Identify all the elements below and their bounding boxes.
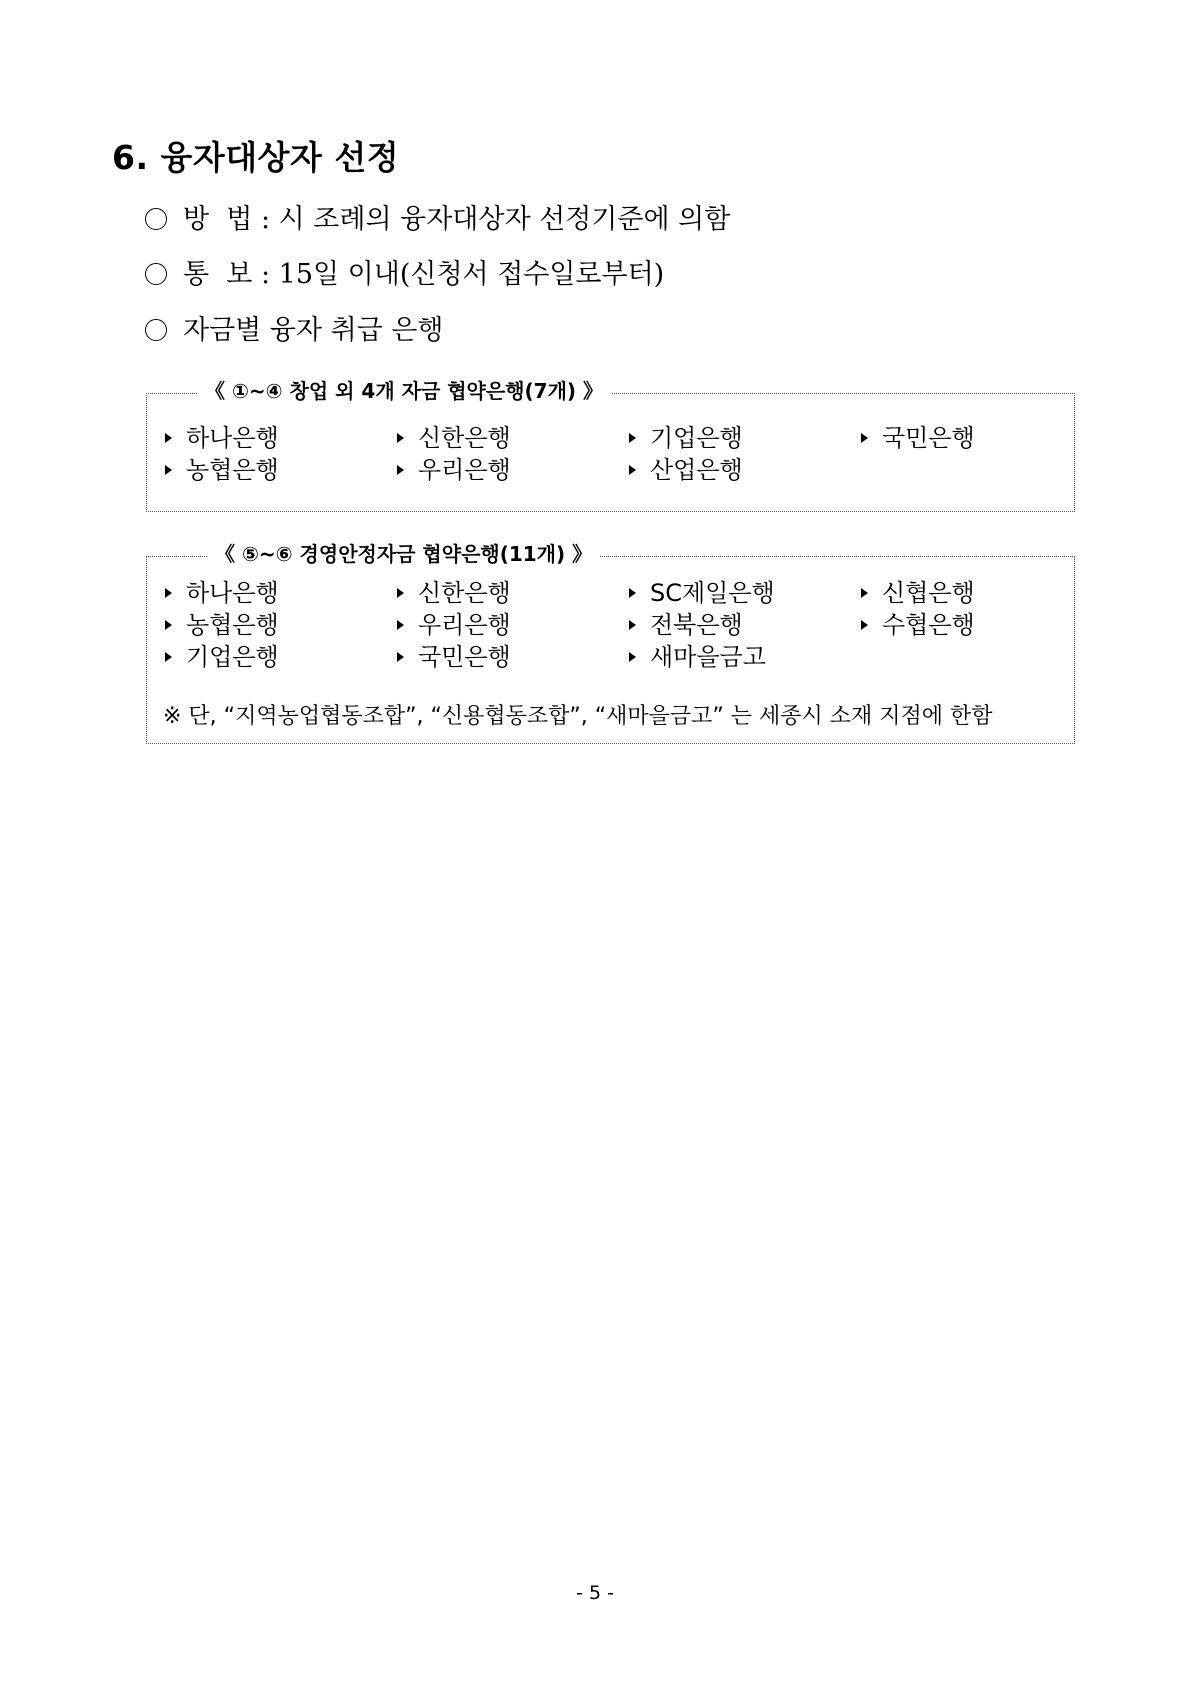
notice-separator: :	[260, 259, 271, 290]
triangle-bullet-icon	[397, 588, 404, 598]
triangle-bullet-icon	[861, 433, 868, 443]
list-item: 농협은행	[165, 456, 397, 484]
stability-banks-box	[146, 542, 1075, 744]
list-item: 하나은행	[165, 424, 397, 452]
list-item: 우리은행	[397, 611, 629, 639]
triangle-bullet-icon	[861, 620, 868, 630]
list-item: 전북은행	[629, 611, 861, 639]
notice-text: 15일 이내(신청서 접수일로부터)	[278, 259, 665, 290]
list-item: 국민은행	[861, 424, 1061, 452]
stability-banks-list	[165, 579, 1065, 671]
banks-heading-text: 자금별 융자 취급 은행	[183, 315, 444, 346]
list-item: SC제일은행	[629, 579, 861, 607]
triangle-bullet-icon	[629, 465, 636, 475]
triangle-bullet-icon	[397, 652, 404, 662]
branch-note: ※ 단, “지역농업협동조합”, “신용협동조합”, “새마을금고” 는 세종시 소재 지점에 한함	[163, 704, 993, 729]
triangle-bullet-icon	[629, 433, 636, 443]
list-item: 신협은행	[861, 579, 1061, 607]
triangle-bullet-icon	[397, 433, 404, 443]
triangle-bullet-icon	[629, 620, 636, 630]
triangle-bullet-icon	[397, 620, 404, 630]
list-item: 새마을금고	[629, 643, 861, 671]
method-line	[145, 197, 730, 236]
circle-bullet-icon	[145, 208, 167, 230]
list-item: 산업은행	[629, 456, 861, 484]
list-item: 기업은행	[165, 643, 397, 671]
triangle-bullet-icon	[165, 433, 172, 443]
method-text: 시 조례의 융자대상자 선정기준에 의함	[278, 204, 731, 235]
section-title: 6. 융자대상자 선정	[112, 138, 400, 177]
triangle-bullet-icon	[397, 465, 404, 475]
notice-label: 통 보	[183, 259, 253, 290]
method-label: 방 법	[183, 204, 253, 235]
startup-banks-box	[146, 379, 1075, 512]
startup-banks-list	[165, 424, 1065, 484]
triangle-bullet-icon	[165, 652, 172, 662]
list-item: 우리은행	[397, 456, 629, 484]
triangle-bullet-icon	[629, 588, 636, 598]
triangle-bullet-icon	[861, 588, 868, 598]
triangle-bullet-icon	[165, 620, 172, 630]
list-item: 국민은행	[397, 643, 629, 671]
stability-banks-title: 《 ⑤~⑥ 경영안정자금 협약은행(11개) 》	[207, 538, 600, 567]
list-item: 기업은행	[629, 424, 861, 452]
triangle-bullet-icon	[165, 588, 172, 598]
notice-line	[145, 252, 664, 291]
circle-bullet-icon	[145, 319, 167, 341]
banks-heading-line	[145, 308, 444, 347]
triangle-bullet-icon	[629, 652, 636, 662]
page-number: - 5 -	[576, 1582, 614, 1604]
list-item: 하나은행	[165, 579, 397, 607]
circle-bullet-icon	[145, 263, 167, 285]
method-separator: :	[260, 204, 271, 235]
startup-banks-title: 《 ①~④ 창업 외 4개 자금 협약은행(7개) 》	[197, 375, 611, 404]
list-item: 농협은행	[165, 611, 397, 639]
list-item: 신한은행	[397, 579, 629, 607]
list-item: 수협은행	[861, 611, 1061, 639]
triangle-bullet-icon	[165, 465, 172, 475]
list-item: 신한은행	[397, 424, 629, 452]
